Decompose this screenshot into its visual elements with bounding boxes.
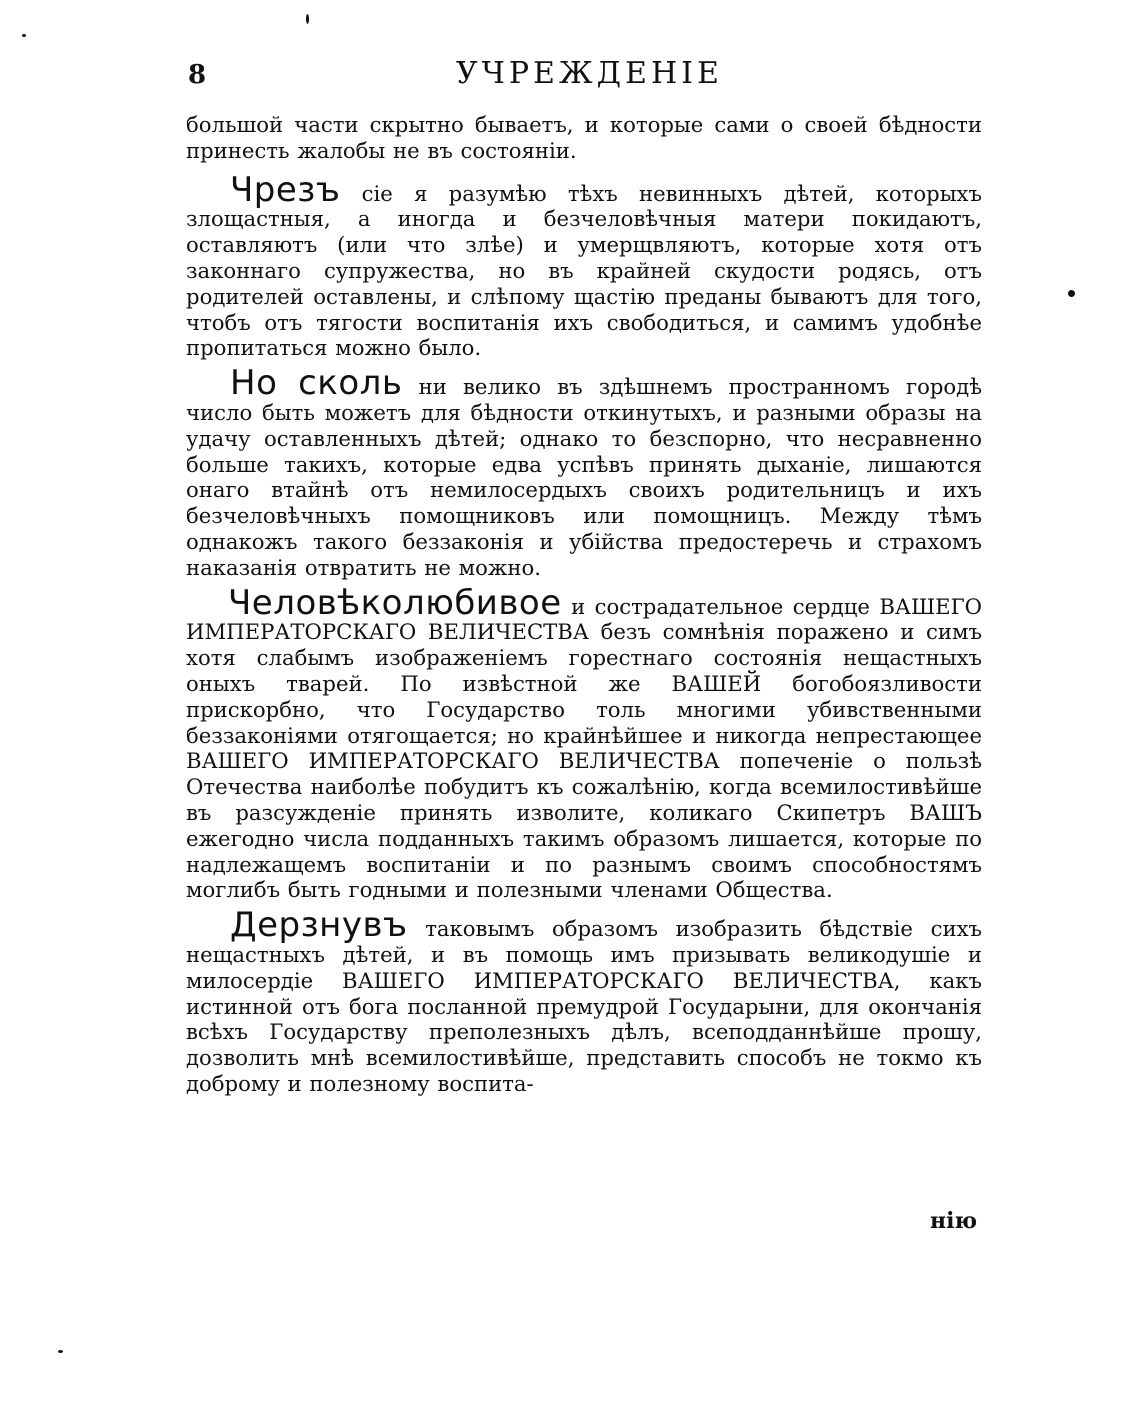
scan-speck xyxy=(58,1350,63,1353)
page-header xyxy=(186,54,976,98)
running-head: УЧРЕЖДЕНІЕ xyxy=(456,56,723,91)
scan-speck xyxy=(306,14,309,24)
paragraph-5 xyxy=(186,905,982,1097)
catchword: нію xyxy=(930,1208,978,1234)
paragraph-2-text: сіе я разумѣю тѣхъ невинныхъ дѣтей, которыхъ злощастныя, а иногда и безчеловѣчныя матери покидаютъ, оставляютъ (или что злѣе) и умерщвляютъ, которые хотя отъ законнаго супружества, но въ крайней скудости родясь, отъ родителей оставлены, и слѣпому щастію преданы бываютъ для того, чтобъ отъ тягости воспитанія ихъ свободиться, и самимъ удобнѣе пропитаться можно было. xyxy=(186,180,982,361)
paragraph-4-text: и сострадательное сердце ВАШЕГО ИМПЕРАТОРСКАГО ВЕЛИЧЕСТВА безъ сомнѣнія поражено и симъ хотя слабымъ изображеніемъ горестнаго состоянія нещастныхъ оныхъ тварей. По извѣстной же ВАШЕЙ богобоязливости прискорбно, что Государство толь многими убивственными беззаконіями отягощается; но крайнѣйшее и никогда непрестающее ВАШЕГО ИМПЕРАТОРСКАГО ВЕЛИЧЕСТВА попеченіе о пользѣ Отечества наиболѣе побудитъ къ сожалѣнію, когда всемилостивѣйше въ разсужденіе принять изволите, коликаго Скипетръ ВАШЪ ежегодно числа подданныхъ такимъ образомъ лишается, которые по надлежащемъ воспитаніи и по разнымъ своимъ способностямъ моглибъ быть годными и полезными членами Общества. xyxy=(186,593,982,903)
paragraph-5-lead: Дерзнувъ xyxy=(230,905,408,946)
scan-speck xyxy=(22,34,26,37)
paragraph-1-text: большой части скрытно бываетъ, и которые сами о своей бѣдности принесть жалобы не въ состояніи. xyxy=(186,112,982,163)
body-text xyxy=(186,112,982,1107)
paragraph-5-text: таковымъ образомъ изобразить бѣдствіе сихъ нещастныхъ дѣтей, и въ помощь имъ призывать великодушіе и милосердіе ВАШЕГО ИМПЕРАТОРСКАГО ВЕЛИЧЕСТВА, какъ истинной отъ бога посланной премудрой Государыни, для окончанія всѣхъ Государству преполезныхъ дѣлъ, всеподданнѣйше прошу, дозволить мнѣ всемилостивѣйше, представить способъ не токмо къ доброму и полезному воспита- xyxy=(186,916,982,1096)
page-number: 8 xyxy=(188,60,207,90)
paragraph-3 xyxy=(186,363,983,580)
paragraph-1 xyxy=(186,112,982,164)
paragraph-2 xyxy=(186,169,982,362)
paragraph-3-text: ни велико въ здѣшнемъ пространномъ городѣ число быть можетъ для бѣдности откинутыхъ, и разными образы на удачу оставленныхъ дѣтей; однако то безспорно, что несравненно больше такихъ, которые едва успѣвъ принять дыханіе, лишаются онаго втайнѣ отъ немилосердыхъ своихъ родительницъ и ихъ безчеловѣчныхъ помощниковъ или помощницъ. Между тѣмъ однакожъ такого беззаконія и убійства предостеречь и страхомъ наказанія отвратить не можно. xyxy=(186,374,983,580)
scan-speck xyxy=(1068,290,1075,297)
paragraph-3-lead: Но сколь xyxy=(230,363,403,404)
paragraph-4 xyxy=(186,582,982,904)
paragraph-4-lead: Человѣколюбивое xyxy=(228,582,562,623)
paragraph-2-lead: Чрезъ xyxy=(230,169,341,210)
